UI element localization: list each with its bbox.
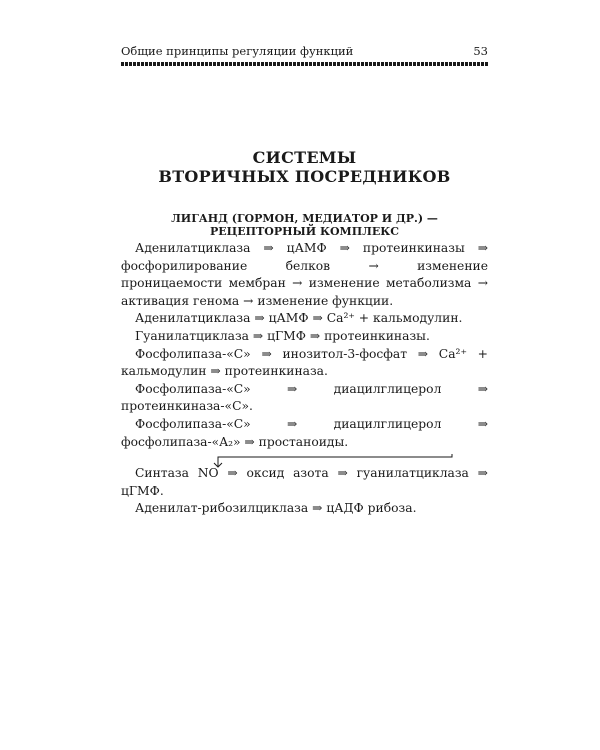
header-rule bbox=[121, 62, 488, 66]
section-title-line1: ЛИГАНД (ГОРМОН, МЕДИАТОР И ДР.) — bbox=[171, 212, 438, 225]
page-number: 53 bbox=[473, 44, 488, 58]
paragraph-dag-pkc: Фосфолипаза-«С» ⇒ диацилглицерол ⇒ протеинкиназа-«С». bbox=[121, 381, 488, 414]
paragraph-camp-cascade: Аденилатциклаза ⇒ цАМФ ⇒ протеинкиназы ⇒ фосфорилирование белков → изменение проницаемости мембран → изменение метаболизма → активация генома → изменение функции. bbox=[121, 241, 488, 308]
feedback-arrow-icon bbox=[121, 451, 488, 471]
body-text bbox=[121, 240, 488, 518]
chapter-title-line2: ВТОРИЧНЫХ ПОСРЕДНИКОВ bbox=[158, 167, 451, 186]
chapter-title bbox=[121, 148, 488, 186]
feedback-bracket bbox=[121, 451, 488, 465]
paragraph-camp-calmodulin: Аденилатциклаза ⇒ цАМФ ⇒ Ca²⁺ + кальмодулин. bbox=[135, 311, 463, 326]
section-title-line2: РЕЦЕПТОРНЫЙ КОМПЛЕКС bbox=[210, 225, 399, 238]
paragraph-ip3: Фосфолипаза-«С» ⇒ инозитол-3-фосфат ⇒ Ca²⁺ + кальмодулин ⇒ протеинкиназа. bbox=[121, 346, 488, 379]
section-title bbox=[121, 212, 488, 238]
paragraph-adp-ribosyl: Аденилат-рибозилциклаза ⇒ цАДФ рибоза. bbox=[135, 501, 417, 516]
running-title: Общие принципы регуляции функций bbox=[121, 44, 354, 58]
chapter-title-line1: СИСТЕМЫ bbox=[252, 148, 357, 167]
paragraph-cgmp: Гуанилатциклаза ⇒ цГМФ ⇒ протеинкиназы. bbox=[135, 328, 430, 343]
paragraph-no-synthase: Синтаза NO ⇒ оксид азота ⇒ гуанилатциклаза ⇒ цГМФ. bbox=[121, 466, 488, 498]
paragraph-dag-pla2: Фосфолипаза-«С» ⇒ диацилглицерол ⇒ фосфолипаза-«A₂» ⇒ простаноиды. bbox=[121, 416, 488, 449]
